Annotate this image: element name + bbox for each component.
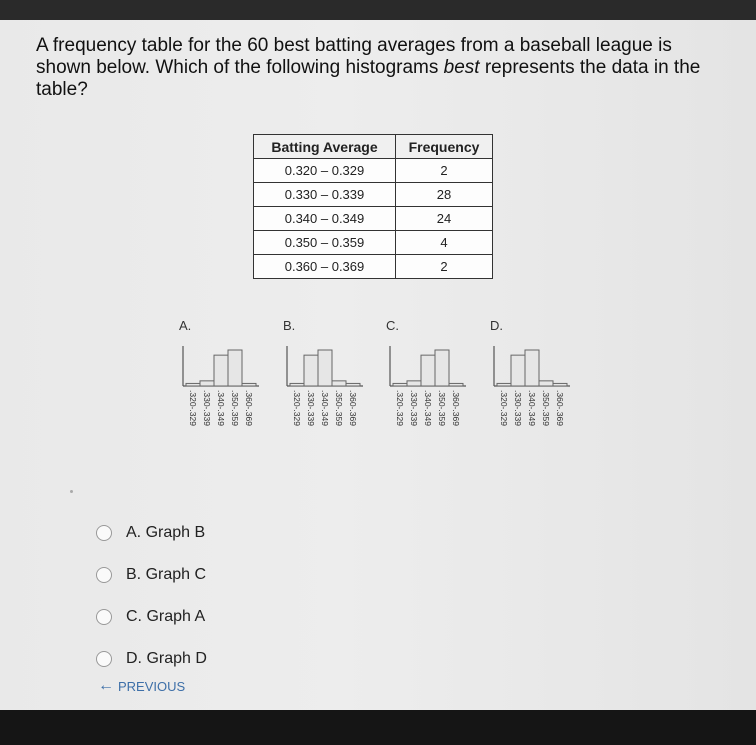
- cell-frequency: 2: [396, 255, 493, 279]
- choice-label: D. Graph D: [126, 650, 207, 667]
- tick-label: .340-.349: [423, 390, 433, 426]
- tick-label: .350-.359: [230, 390, 240, 426]
- cell-frequency: 4: [396, 231, 493, 255]
- tick-label: .360-.369: [555, 390, 565, 426]
- tick-label: .360-.369: [451, 390, 461, 426]
- table-row: [254, 183, 493, 207]
- table-row: [254, 207, 493, 231]
- choice-b[interactable]: [96, 554, 207, 596]
- table-header-row: [254, 135, 493, 159]
- histogram-bar: [511, 355, 525, 386]
- cell-frequency: 24: [396, 207, 493, 231]
- histogram-bar: [186, 383, 200, 386]
- divider-dot: [70, 490, 73, 493]
- answer-choices: [96, 512, 207, 680]
- tick-label: .340-.349: [527, 390, 537, 426]
- question-text-part1: A frequency table for the 60 best batting averages from a baseball league is shown below. Which of the following histograms: [36, 35, 672, 78]
- choice-label: C. Graph A: [126, 608, 206, 625]
- cell-frequency: 28: [396, 183, 493, 207]
- radio-icon[interactable]: [96, 651, 112, 667]
- choice-label: A. Graph B: [126, 524, 206, 541]
- histogram-bar: [421, 355, 435, 386]
- histogram-bar: [214, 355, 228, 386]
- tick-label: .350-.359: [334, 390, 344, 426]
- histogram-bar: [200, 381, 214, 386]
- histogram-bar: [332, 381, 346, 386]
- question-emphasis: best: [443, 57, 480, 78]
- histogram-label: B.: [283, 318, 296, 333]
- histogram-bar: [318, 350, 332, 386]
- tick-label: .340-.349: [216, 390, 226, 426]
- histogram-c: [386, 318, 486, 468]
- histogram-bar: [393, 383, 407, 386]
- tick-label: .320-.329: [499, 390, 509, 426]
- question-text: [36, 35, 716, 101]
- cell-range: 0.340 – 0.349: [254, 207, 396, 231]
- table-row: [254, 255, 493, 279]
- histogram-bar: [290, 383, 304, 386]
- tick-label: .330-.339: [306, 390, 316, 426]
- histogram-bar: [497, 383, 511, 386]
- histogram-c-svg: [386, 334, 486, 464]
- tick-label: .360-.369: [244, 390, 254, 426]
- histogram-bar: [553, 383, 567, 386]
- cell-range: 0.360 – 0.369: [254, 255, 396, 279]
- choice-a[interactable]: [96, 512, 207, 554]
- histogram-label: A.: [179, 318, 192, 333]
- arrow-left-icon: ←: [98, 677, 114, 694]
- histogram-d: [490, 318, 590, 468]
- table-row: [254, 159, 493, 183]
- histogram-bar: [407, 381, 421, 386]
- header-batting-average: Batting Average: [254, 135, 396, 159]
- question-text-part2: represents the data in the table?: [36, 57, 701, 100]
- tick-label: .360-.369: [348, 390, 358, 426]
- tick-label: .320-.329: [188, 390, 198, 426]
- histogram-a: [179, 318, 279, 468]
- radio-icon[interactable]: [96, 525, 112, 541]
- cell-range: 0.320 – 0.329: [254, 159, 396, 183]
- tick-label: .330-.339: [202, 390, 212, 426]
- histogram-bar: [304, 355, 318, 386]
- radio-icon[interactable]: [96, 567, 112, 583]
- histogram-a-svg: [179, 334, 279, 464]
- previous-label: PREVIOUS: [118, 678, 186, 694]
- radio-icon[interactable]: [96, 609, 112, 625]
- cell-frequency: 2: [396, 159, 493, 183]
- header-frequency: Frequency: [396, 135, 493, 159]
- histogram-label: C.: [386, 318, 399, 333]
- tick-label: .350-.359: [541, 390, 551, 426]
- histogram-b: [283, 318, 383, 468]
- top-bar: [0, 0, 756, 20]
- tick-label: .340-.349: [320, 390, 330, 426]
- previous-button[interactable]: [98, 677, 185, 695]
- choice-d[interactable]: [96, 638, 207, 680]
- histogram-bar: [242, 383, 256, 386]
- tick-label: .350-.359: [437, 390, 447, 426]
- tick-label: .320-.329: [292, 390, 302, 426]
- tick-label: .320-.329: [395, 390, 405, 426]
- histogram-label: D.: [490, 318, 503, 333]
- frequency-table: [253, 134, 493, 279]
- tick-label: .330-.339: [409, 390, 419, 426]
- histogram-bar: [228, 350, 242, 386]
- choice-c[interactable]: [96, 596, 207, 638]
- histogram-bar: [525, 350, 539, 386]
- cell-range: 0.330 – 0.339: [254, 183, 396, 207]
- histogram-bar: [435, 350, 449, 386]
- bottom-bar: [0, 710, 756, 745]
- histogram-bar: [539, 381, 553, 386]
- cell-range: 0.350 – 0.359: [254, 231, 396, 255]
- histogram-b-svg: [283, 334, 383, 464]
- table-row: [254, 231, 493, 255]
- histogram-d-svg: [490, 334, 590, 464]
- histogram-bar: [449, 383, 463, 386]
- histogram-bar: [346, 383, 360, 386]
- tick-label: .330-.339: [513, 390, 523, 426]
- choice-label: B. Graph C: [126, 566, 207, 583]
